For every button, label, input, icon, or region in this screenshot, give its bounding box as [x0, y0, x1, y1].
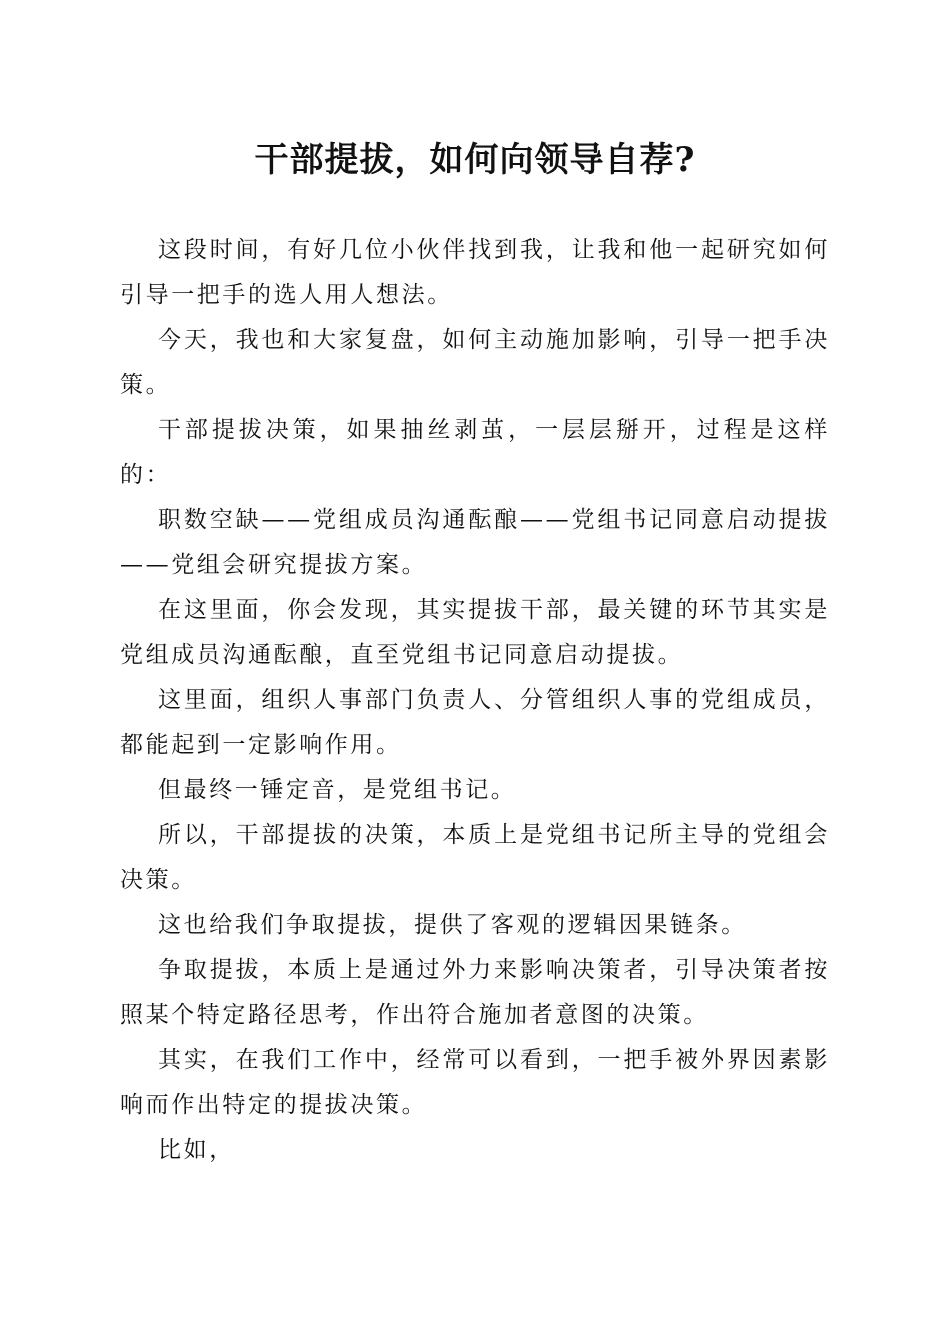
paragraph-11: 其实，在我们工作中，经常可以看到，一把手被外界因素影响而作出特定的提拔决策。 [120, 1047, 830, 1118]
paragraph-7: 但最终一锤定音，是党组书记。 [158, 777, 517, 803]
page-title: 干部提拔，如何向领导自荐? [254, 140, 696, 180]
paragraph-6: 这里面，组织人事部门负责人、分管组织人事的党组成员，都能起到一定影响作用。 [120, 687, 830, 758]
paragraph-2: 今天，我也和大家复盘，如何主动施加影响，引导一把手决策。 [120, 327, 830, 398]
paragraph-3: 干部提拔决策，如果抽丝剥茧，一层层掰开，过程是这样的： [120, 417, 830, 488]
paragraph-1: 这段时间，有好几位小伙伴找到我，让我和他一起研究如何引导一把手的选人用人想法。 [120, 237, 830, 308]
paragraph-10: 争取提拔，本质上是通过外力来影响决策者，引导决策者按照某个特定路径思考，作出符合施加者意图的决策。 [120, 957, 830, 1028]
paragraph-8: 所以，干部提拔的决策，本质上是党组书记所主导的党组会决策。 [120, 822, 830, 893]
paragraph-12: 比如， [158, 1137, 235, 1163]
paragraph-5: 在这里面，你会发现，其实提拔干部，最关键的环节其实是党组成员沟通酝酿，直至党组书记同意启动提拔。 [120, 597, 830, 668]
article-body [120, 228, 830, 1173]
paragraph-4: 职数空缺——党组成员沟通酝酿——党组书记同意启动提拔——党组会研究提拔方案。 [120, 507, 830, 578]
paragraph-9: 这也给我们争取提拔，提供了客观的逻辑因果链条。 [158, 912, 747, 938]
